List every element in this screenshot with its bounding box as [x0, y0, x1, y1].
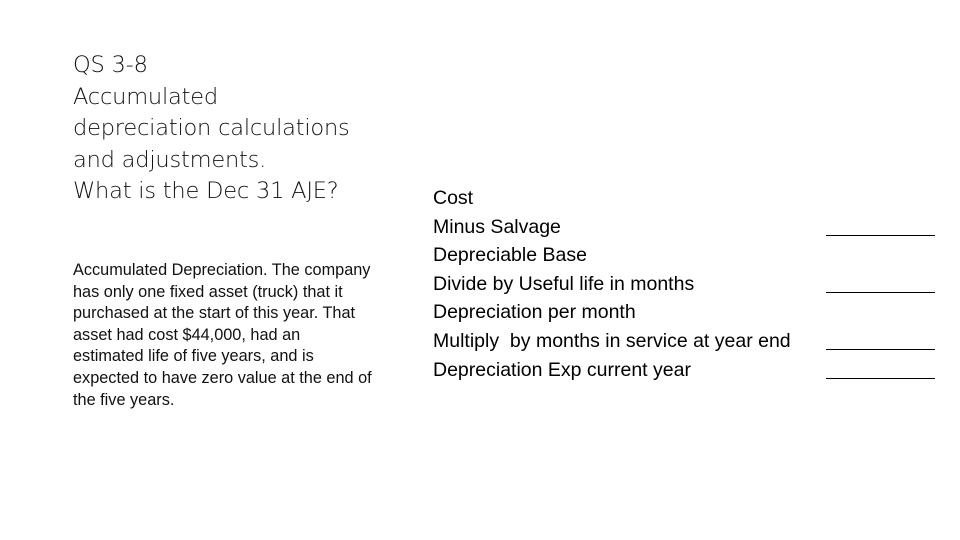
worksheet-label: Divide by Useful life in months	[433, 272, 695, 295]
worksheet-label: Minus Salvage	[433, 215, 561, 238]
answer-blank-line	[826, 349, 935, 350]
worksheet-row-depreciable-base	[433, 241, 943, 270]
worksheet-label: Multiply by months in service at year end	[433, 329, 791, 352]
title-line-topic-3: and adjustments.	[73, 146, 267, 173]
title-line-question: What is the Dec 31 AJE?	[73, 178, 339, 204]
slide-title	[73, 50, 403, 208]
worksheet-label: Depreciation per month	[433, 301, 636, 324]
answer-blank-line	[826, 378, 935, 379]
worksheet-label: Depreciation Exp current year	[433, 358, 691, 381]
answer-blank-line	[826, 292, 935, 293]
title-line-code: QS 3-8	[73, 52, 148, 78]
worksheet-row-cost	[433, 184, 943, 213]
worksheet-label: Depreciable Base	[433, 244, 587, 267]
worksheet-label: Cost	[433, 187, 474, 209]
depreciation-worksheet	[433, 184, 943, 384]
worksheet-row-useful-life	[433, 270, 943, 299]
answer-blank-line	[826, 235, 935, 236]
worksheet-row-depreciation-expense	[433, 356, 943, 385]
worksheet-row-months-in-service	[433, 327, 943, 356]
problem-description: Accumulated Depreciation. The company has only one fixed asset (truck) that it purchased at the start of this year. That asset had cost $44,000, had an estimated life of five years, and is expected to have zero value at the end of the five years.	[73, 261, 372, 409]
title-line-topic-2: depreciation calculations	[73, 115, 350, 141]
worksheet-row-minus-salvage	[433, 213, 943, 242]
title-line-topic-1: Accumulated	[73, 83, 218, 110]
worksheet-row-depreciation-per-month	[433, 298, 943, 327]
